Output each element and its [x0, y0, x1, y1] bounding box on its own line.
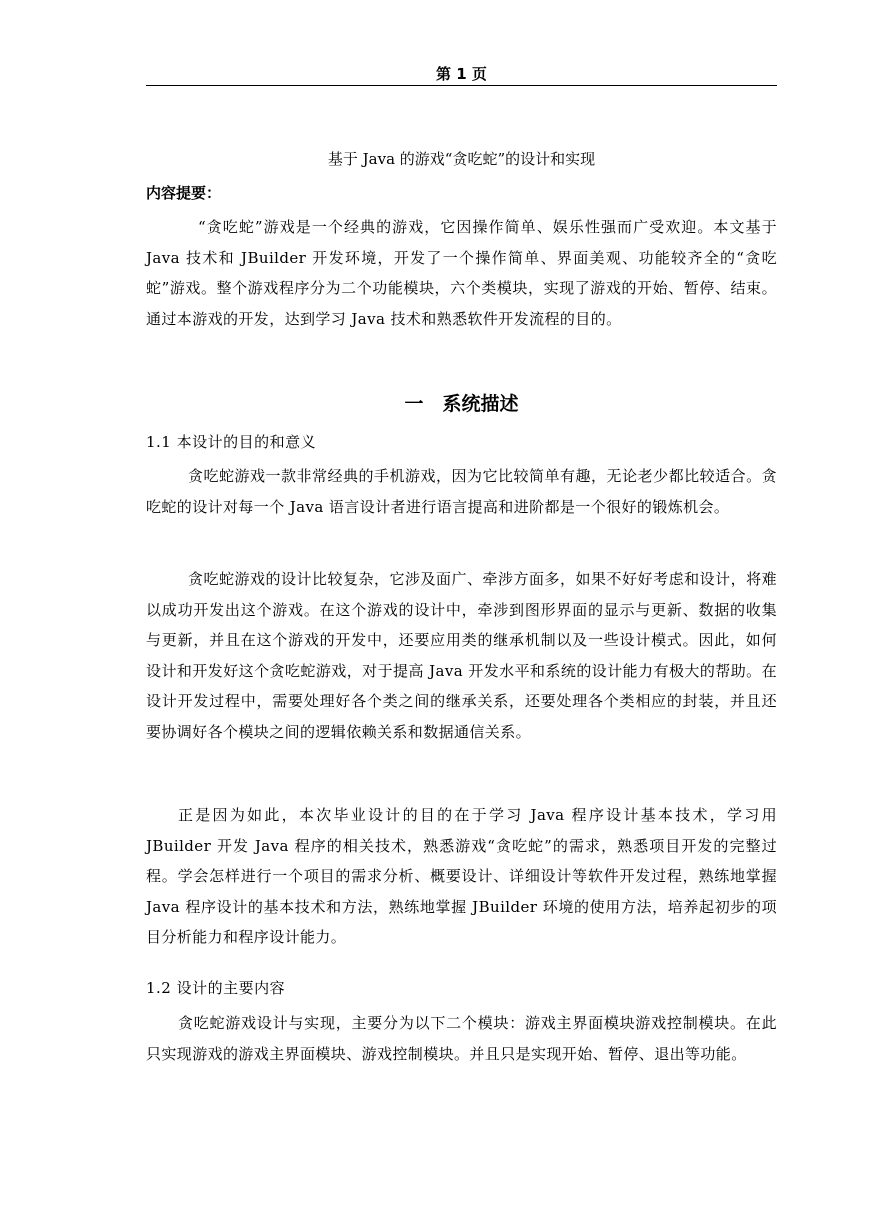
- header-rule: [146, 85, 777, 86]
- subsection-heading-1-1: 1.1 本设计的目的和意义: [146, 433, 317, 451]
- paragraph-2: 贪吃蛇游戏的设计比较复杂，它涉及面广、牵涉方面多，如果不好好考虑和设计，将难以成功开发出这个游戏。在这个游戏的设计中，牵涉到图形界面的显示与更新、数据的收集与更新，并且在这个游戏的开发中，还要应用类的继承机制以及一些设计模式。因此，如何设计和开发好这个贪吃蛇游戏，对于提高 Java 开发水平和系统的设计能力有极大的帮助。在设计开发过程中，需要处理好各个类之间的继承关系，还要处理各个类相应的封装，并且还要协调好各个模块之间的逻辑依赖关系和数据通信关系。: [146, 570, 777, 741]
- paragraph-1: 贪吃蛇游戏一款非常经典的手机游戏，因为它比较简单有趣，无论老少都比较适合。贪吃蛇的设计对每一个 Java 语言设计者进行语言提高和进阶都是一个很好的锻炼机会。: [146, 467, 777, 516]
- document-title: 基于 Java 的游戏“贪吃蛇”的设计和实现: [327, 150, 596, 168]
- paragraph-3: 正是因为如此，本次毕业设计的目的在于学习 Java 程序设计基本技术，学习用 JBuilder 开发 Java 程序的相关技术，熟悉游戏“贪吃蛇”的需求，熟悉项目开发的完整过程。学会怎样进行一个项目的需求分析、概要设计、详细设计等软件开发过程，熟练地掌握 Java 程序设计的基本技术和方法，熟练地掌握 JBuilder 环境的使用方法，培养起初步的项目分析能力和程序设计能力。: [146, 806, 777, 947]
- abstract-label: 内容提要：: [146, 184, 222, 202]
- abstract-paragraph: “贪吃蛇”游戏是一个经典的游戏，它因操作简单、娱乐性强而广受欢迎。本文基于 Java 技术和 JBuilder 开发环境，开发了一个操作简单、界面美观、功能较齐全的“贪吃蛇”游戏。整个游戏程序分为二个功能模块，六个类模块，实现了游戏的开始、暂停、结束。通过本游戏的开发，达到学习 Java 技术和熟悉软件开发流程的目的。: [146, 218, 777, 328]
- section-title: 一 系统描述: [404, 393, 519, 415]
- subsection-heading-1-2: 1.2 设计的主要内容: [146, 979, 286, 997]
- page-header: 第 1 页: [436, 65, 487, 83]
- paragraph-4: 贪吃蛇游戏设计与实现，主要分为以下二个模块：游戏主界面模块游戏控制模块。在此只实现游戏的游戏主界面模块、游戏控制模块。并且只是实现开始、暂停、退出等功能。: [146, 1014, 777, 1063]
